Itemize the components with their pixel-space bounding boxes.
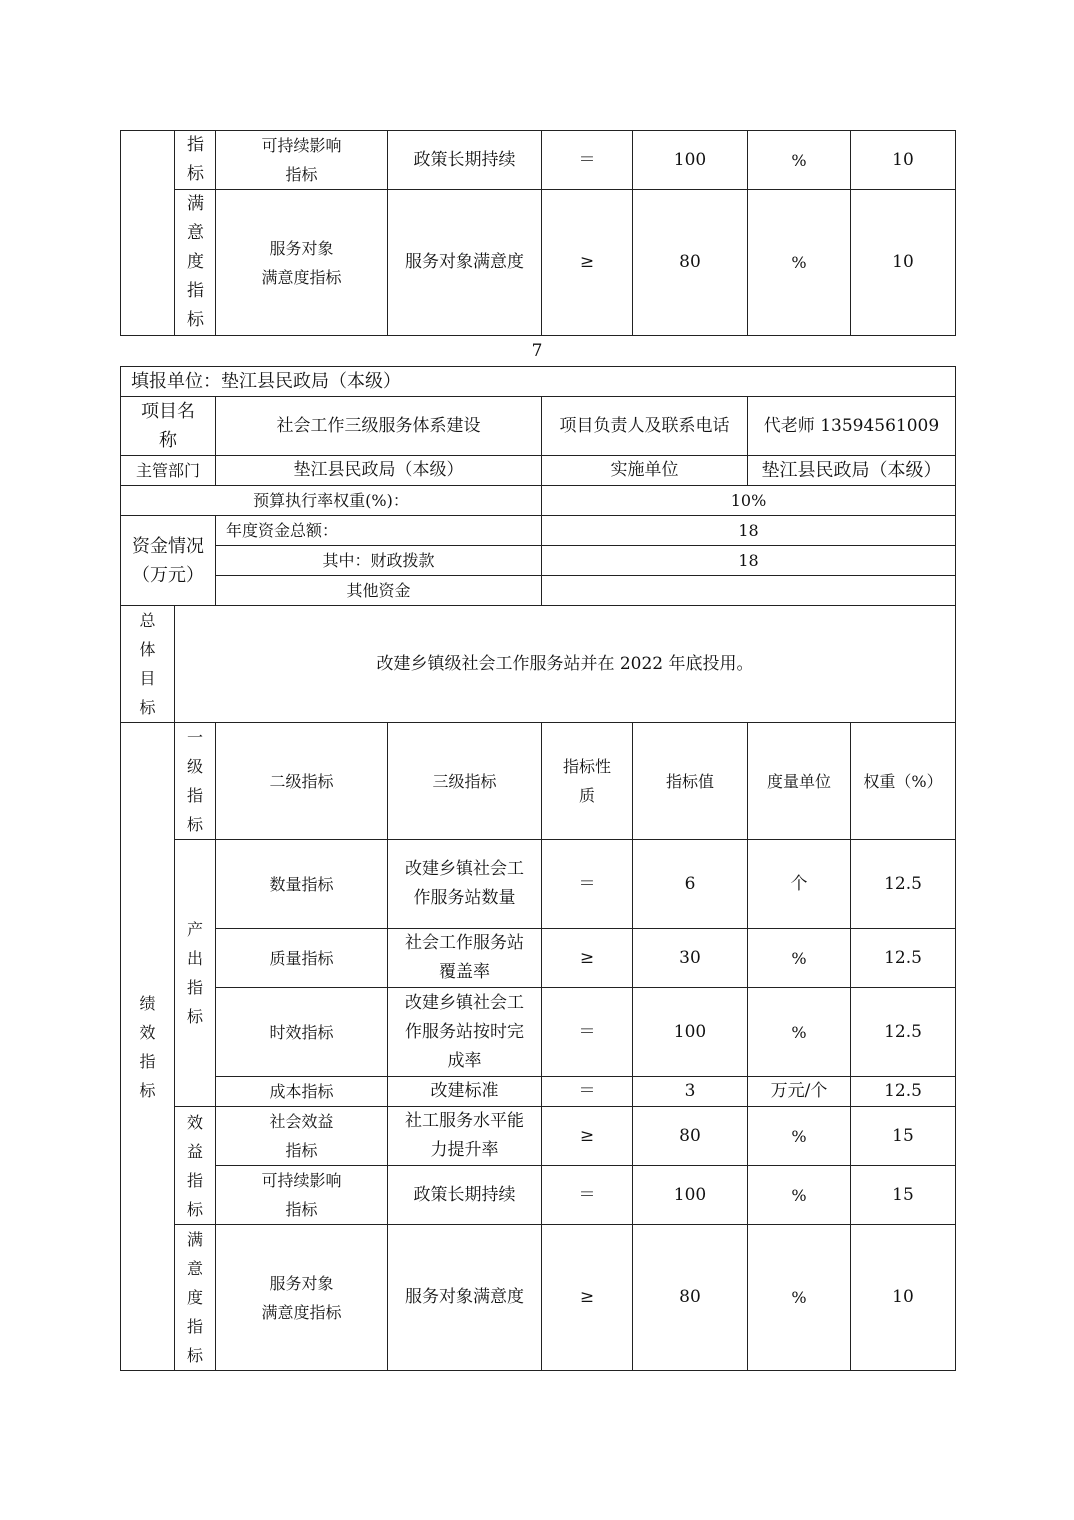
weight-cell: 10	[851, 190, 956, 336]
level3-cell: 社工服务水平能力提升率	[388, 1107, 542, 1166]
weight-cell: 15	[851, 1107, 956, 1166]
impl-label: 实施单位	[542, 456, 748, 486]
budget-weight: 10%	[542, 486, 956, 516]
nature-cell: ＝	[542, 131, 633, 190]
value-cell: 100	[633, 988, 748, 1077]
nature-cell: ≥	[542, 1225, 633, 1371]
weight-cell: 10	[851, 1225, 956, 1371]
goal-label: 总体目标	[121, 606, 175, 723]
level3-cell: 社会工作服务站覆盖率	[388, 929, 542, 988]
header-weight: 权重（%）	[851, 723, 956, 840]
level3-cell: 服务对象满意度	[388, 190, 542, 336]
dept-label: 主管部门	[121, 456, 216, 486]
budget-weight-label: 预算执行率权重(%)：	[121, 486, 542, 516]
weight-cell: 12.5	[851, 840, 956, 929]
value-cell: 80	[633, 1225, 748, 1371]
level2-cell: 数量指标	[216, 840, 388, 929]
continuation-table	[120, 130, 956, 336]
level3-cell: 改建乡镇社会工作服务站数量	[388, 840, 542, 929]
level1-cell: 指标	[175, 131, 216, 190]
level2-cell: 服务对象 满意度指标	[216, 190, 388, 336]
header-nature: 指标性质	[542, 723, 633, 840]
value-cell: 3	[633, 1077, 748, 1107]
value-cell: 100	[633, 131, 748, 190]
level2-cell: 社会效益 指标	[216, 1107, 388, 1166]
nature-cell: ≥	[542, 190, 633, 336]
weight-cell: 12.5	[851, 1077, 956, 1107]
reporting-unit: 填报单位：垫江县民政局（本级）	[121, 367, 956, 397]
project-name-label: 项目名称	[121, 397, 216, 456]
level3-cell: 政策长期持续	[388, 1166, 542, 1225]
unit-cell: %	[748, 929, 851, 988]
output-label: 产出指标	[175, 840, 216, 1107]
level3-cell: 政策长期持续	[388, 131, 542, 190]
unit-cell: 个	[748, 840, 851, 929]
impl: 垫江县民政局（本级）	[748, 456, 956, 486]
level2-cell: 服务对象 满意度指标	[216, 1225, 388, 1371]
performance-form-table	[120, 366, 956, 1371]
header-level1: 一级指标	[175, 723, 216, 840]
funds-label: 资金情况（万元）	[121, 516, 216, 606]
value-cell: 100	[633, 1166, 748, 1225]
level2-cell: 可持续影响 指标	[216, 131, 388, 190]
unit-cell: %	[748, 1225, 851, 1371]
value-cell: 6	[633, 840, 748, 929]
unit-cell: %	[748, 988, 851, 1077]
other-label: 其他资金	[216, 576, 542, 606]
header-level2: 二级指标	[216, 723, 388, 840]
satisfaction-label: 满意度指标	[175, 1225, 216, 1371]
perf-label: 绩效指标	[121, 723, 175, 1371]
fiscal-label: 其中：财政拨款	[216, 546, 542, 576]
nature-cell: ＝	[542, 988, 633, 1077]
level3-cell: 服务对象满意度	[388, 1225, 542, 1371]
level2-cell: 可持续影响 指标	[216, 1166, 388, 1225]
value-cell: 80	[633, 1107, 748, 1166]
unit-cell: %	[748, 1166, 851, 1225]
header-level3: 三级指标	[388, 723, 542, 840]
dept: 垫江县民政局（本级）	[216, 456, 542, 486]
goal: 改建乡镇级社会工作服务站并在 2022 年底投用。	[175, 606, 956, 723]
weight-cell: 12.5	[851, 988, 956, 1077]
unit-cell: 万元/个	[748, 1077, 851, 1107]
level3-cell: 改建乡镇社会工作服务站按时完成率	[388, 988, 542, 1077]
fiscal: 18	[542, 546, 956, 576]
table-row	[121, 190, 956, 336]
nature-cell: ＝	[542, 1077, 633, 1107]
benefit-label: 效益指标	[175, 1107, 216, 1225]
header-value: 指标值	[633, 723, 748, 840]
page-number: 7	[531, 341, 543, 361]
weight-cell: 10	[851, 131, 956, 190]
table-row	[121, 131, 956, 190]
level2-cell: 成本指标	[216, 1077, 388, 1107]
level1-cell: 满意度指标	[175, 190, 216, 336]
project-name: 社会工作三级服务体系建设	[216, 397, 542, 456]
level2-cell: 时效指标	[216, 988, 388, 1077]
weight-cell: 15	[851, 1166, 956, 1225]
nature-cell: ＝	[542, 840, 633, 929]
unit-cell: %	[748, 131, 851, 190]
header-unit: 度量单位	[748, 723, 851, 840]
level2-cell: 质量指标	[216, 929, 388, 988]
other	[542, 576, 956, 606]
nature-cell: ＝	[542, 1166, 633, 1225]
level3-cell: 改建标准	[388, 1077, 542, 1107]
unit-cell: %	[748, 1107, 851, 1166]
annual-total: 18	[542, 516, 956, 546]
contact-label: 项目负责人及联系电话	[542, 397, 748, 456]
nature-cell: ≥	[542, 929, 633, 988]
annual-total-label: 年度资金总额：	[216, 516, 542, 546]
unit-cell: %	[748, 190, 851, 336]
contact: 代老师 13594561009	[748, 397, 956, 456]
value-cell: 30	[633, 929, 748, 988]
blank-cell	[121, 131, 175, 336]
value-cell: 80	[633, 190, 748, 336]
weight-cell: 12.5	[851, 929, 956, 988]
nature-cell: ≥	[542, 1107, 633, 1166]
